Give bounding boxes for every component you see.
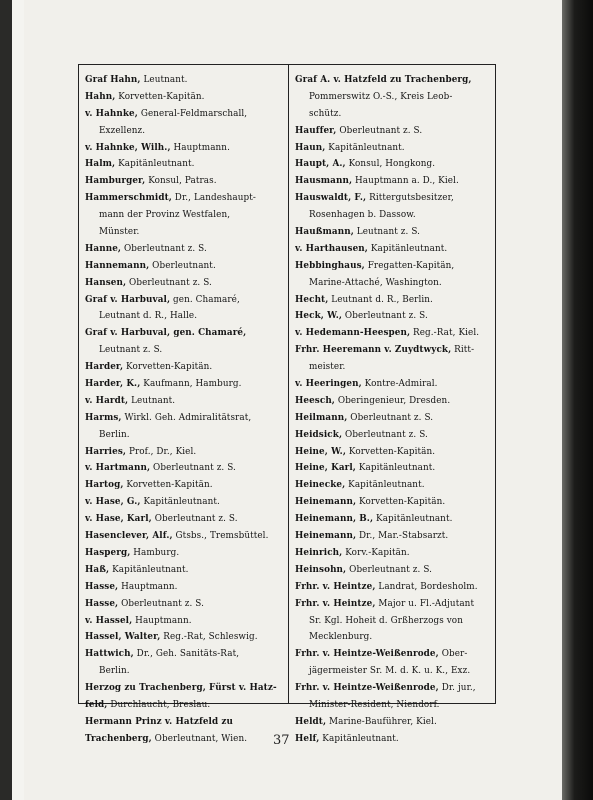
- entry-name: Hartog,: [85, 480, 124, 491]
- entry-detail: Oberleutnant z. S.: [151, 514, 238, 525]
- entry-detail: Korvetten-Kapitän.: [115, 91, 205, 102]
- entry-name: Harder,: [85, 362, 124, 373]
- entry-detail: Major u. Fl.-Adjutant: [375, 598, 475, 609]
- entry-detail: Kapitänleutnant.: [115, 159, 195, 170]
- entry-line: [85, 646, 281, 663]
- entry-detail: Mecklenburg.: [309, 632, 373, 643]
- entry-line: [85, 663, 281, 680]
- entry-detail: Korvetten-Kapitän.: [123, 362, 213, 373]
- entry-line: [295, 427, 491, 444]
- entry-name: Heinemann,: [295, 531, 357, 542]
- entry-line: [85, 545, 281, 562]
- entry-line: [295, 579, 491, 596]
- entry-line: [295, 444, 491, 461]
- entry-line: [85, 562, 281, 579]
- entry-detail: Dr. jur.,: [438, 683, 476, 694]
- entry-detail: Dr., Geh. Sanitäts-Rat,: [133, 649, 240, 660]
- entry-detail: Kapitänleutnant.: [325, 142, 405, 153]
- entry-name: Frhr. Heeremann v. Zuydtwyck,: [295, 345, 452, 356]
- entry-name: Graf v. Harbuval, gen. Chamaré,: [85, 328, 247, 339]
- entry-name: v. Hahnke, Wilh.,: [85, 142, 171, 153]
- entry-name: Graf A. v. Hatzfeld zu Trachenberg,: [295, 75, 472, 85]
- entry-line: [295, 224, 491, 241]
- entry-line: [85, 342, 281, 359]
- entry-detail: Korvetten-Kapitän.: [356, 497, 446, 508]
- entry-line: [85, 393, 281, 410]
- left-column: [85, 72, 281, 748]
- entry-detail: Ober-: [438, 649, 468, 660]
- entry-name: Hausmann,: [295, 176, 353, 187]
- entry-line: [295, 123, 491, 140]
- entry-line: [295, 190, 491, 207]
- entry-name: Hasse,: [85, 581, 119, 592]
- entry-detail: Gtsbs., Tremsbüttel.: [172, 531, 269, 542]
- entry-name: Hasperg,: [85, 547, 131, 558]
- entry-name: Herzog zu Trachenberg, Fürst v. Hatz-: [85, 683, 277, 694]
- entry-detail: Leutnant d. R., Halle.: [99, 311, 198, 322]
- entry-line: [85, 123, 281, 140]
- entry-line: [85, 427, 281, 444]
- entry-detail: Kapitänleutnant.: [355, 463, 436, 474]
- entry-name: Haß,: [85, 564, 110, 575]
- entry-detail: Fregatten-Kapitän,: [364, 260, 455, 271]
- entry-name: Trachenberg,: [85, 733, 152, 744]
- entry-line: [295, 207, 491, 224]
- entry-name: v. Hase, G.,: [85, 497, 141, 508]
- entry-detail: Marine-Bauführer, Kiel.: [326, 716, 437, 727]
- entry-line: [85, 511, 281, 528]
- entry-line: [295, 308, 491, 325]
- entry-name: v. Hardt,: [85, 395, 129, 406]
- entry-name: Haun,: [295, 142, 326, 153]
- entry-line: [295, 258, 491, 275]
- entry-detail: Minister-Resident, Niendorf.: [309, 699, 440, 710]
- entry-detail: Rosenhagen b. Dassow.: [309, 210, 416, 221]
- entry-detail: Oberingenieur, Dresden.: [334, 395, 451, 406]
- entry-detail: schütz.: [309, 108, 342, 119]
- entry-name: Hahn,: [85, 91, 116, 102]
- entry-line: [85, 477, 281, 494]
- entry-line: [85, 207, 281, 224]
- book-spine-shadow: [562, 0, 593, 800]
- entry-line: [295, 680, 491, 697]
- entry-line: [85, 89, 281, 106]
- page-edge: [12, 0, 24, 800]
- entry-name: Harries,: [85, 446, 127, 457]
- entry-name: Hasse,: [85, 598, 119, 609]
- entry-line: [85, 72, 281, 89]
- entry-detail: Oberleutnant z. S.: [126, 277, 212, 288]
- entry-detail: Landrat, Bordesholm.: [375, 581, 478, 592]
- entry-line: [85, 629, 281, 646]
- entry-detail: Oberleutnant z. S.: [347, 412, 434, 423]
- entry-line: [295, 410, 491, 427]
- entry-line: [85, 596, 281, 613]
- entry-line: [85, 292, 281, 309]
- entry-line: [85, 241, 281, 258]
- entry-detail: Korvetten-Kapitän.: [346, 446, 436, 457]
- entry-detail: Leutnant.: [128, 395, 176, 406]
- entry-name: Halm,: [85, 159, 116, 170]
- entry-detail: Kapitänleutnant.: [140, 497, 220, 508]
- entry-name: Helf,: [295, 733, 320, 744]
- entry-detail: Dr., Landeshaupt-: [171, 193, 256, 204]
- entry-line: [85, 156, 281, 173]
- entry-detail: Kapitänleutnant.: [109, 564, 189, 575]
- entry-name: Haupt, A.,: [295, 159, 346, 170]
- entry-line: [85, 680, 281, 697]
- column-divider: [288, 65, 289, 703]
- entry-name: v. Hassel,: [85, 615, 133, 626]
- entry-name: Hanne,: [85, 243, 122, 254]
- entry-line: [295, 140, 491, 157]
- entry-detail: Hauptmann.: [132, 615, 192, 626]
- entry-name: Hattwich,: [85, 649, 134, 660]
- entry-line: [85, 714, 281, 731]
- entry-name: Hamburger,: [85, 176, 146, 187]
- entry-detail: Oberleutnant z. S.: [150, 463, 236, 474]
- book-page: [12, 0, 565, 800]
- entry-detail: Kontre-Admiral.: [361, 379, 438, 390]
- entry-line: [295, 275, 491, 292]
- entry-line: [295, 697, 491, 714]
- entry-line: [85, 494, 281, 511]
- entry-line: [295, 241, 491, 258]
- entry-line: [295, 494, 491, 511]
- entry-name: v. Hase, Karl,: [85, 514, 152, 525]
- entry-name: Graf Hahn,: [85, 75, 141, 85]
- entry-detail: General-Feldmarschall,: [137, 108, 248, 119]
- entry-detail: Konsul, Patras.: [145, 176, 217, 187]
- entry-detail: Oberleutnant z. S.: [342, 311, 428, 322]
- entry-line: [85, 190, 281, 207]
- entry-name: feld,: [85, 699, 108, 710]
- entry-name: v. Hartmann,: [85, 463, 151, 474]
- entry-line: [295, 528, 491, 545]
- entry-name: Haußmann,: [295, 227, 354, 238]
- entry-line: [295, 342, 491, 359]
- entry-line: [295, 596, 491, 613]
- entry-line: [295, 511, 491, 528]
- entry-line: [295, 477, 491, 494]
- entry-line: [295, 629, 491, 646]
- entry-name: Hermann Prinz v. Hatzfeld zu: [85, 716, 233, 727]
- entry-line: [85, 325, 281, 342]
- entry-name: Heinrich,: [295, 547, 343, 558]
- entry-detail: Ritt-: [451, 345, 475, 356]
- entry-detail: Kapitänleutnant.: [319, 733, 399, 744]
- entry-name: Hauswaldt, F.,: [295, 193, 367, 204]
- entry-line: [295, 460, 491, 477]
- entry-name: Heinecke,: [295, 480, 346, 491]
- entry-line: [85, 579, 281, 596]
- entry-detail: jägermeister Sr. M. d. K. u. K., Exz.: [309, 666, 471, 677]
- entry-line: [295, 106, 491, 123]
- entry-name: Hasenclever, Alf.,: [85, 531, 173, 542]
- entry-name: Frhr. v. Heintze,: [295, 598, 376, 609]
- entry-name: Heldt,: [295, 716, 327, 727]
- entry-line: [85, 359, 281, 376]
- entry-line: [295, 714, 491, 731]
- entry-line: [85, 258, 281, 275]
- entry-line: [85, 410, 281, 427]
- entry-detail: Hamburg.: [130, 547, 180, 558]
- entry-line: [295, 663, 491, 680]
- entry-line: [295, 376, 491, 393]
- entry-line: [85, 613, 281, 630]
- entry-name: Frhr. v. Heintze-Weißenrode,: [295, 683, 439, 694]
- entry-name: Hammerschmidt,: [85, 193, 172, 204]
- entry-detail: Hauptmann a. D., Kiel.: [352, 176, 459, 187]
- entry-detail: Kaufmann, Hamburg.: [140, 379, 242, 390]
- entry-detail: Leutnant d. R., Berlin.: [328, 294, 433, 305]
- entry-line: [85, 308, 281, 325]
- entry-detail: Kapitänleutnant.: [373, 514, 453, 525]
- entry-detail: Wirkl. Geh. Admiralitätsrat,: [121, 412, 252, 423]
- entry-line: [295, 156, 491, 173]
- entry-name: Harder, K.,: [85, 379, 141, 390]
- entry-name: Frhr. v. Heintze,: [295, 581, 376, 592]
- entry-detail: meister.: [309, 362, 346, 373]
- entry-detail: Rittergutsbesitzer,: [366, 193, 454, 204]
- entry-name: Hecht,: [295, 294, 329, 305]
- entry-line: [85, 528, 281, 545]
- entry-detail: Leutnant z. S.: [353, 227, 421, 238]
- entry-detail: Sr. Kgl. Hoheit d. Grßherzogs von: [309, 615, 463, 626]
- entry-detail: Berlin.: [99, 429, 130, 440]
- entry-line: [85, 731, 281, 748]
- entry-detail: Exzellenz.: [99, 125, 146, 136]
- entry-name: Heinsohn,: [295, 564, 347, 575]
- entry-name: Frhr. v. Heintze-Weißenrode,: [295, 649, 439, 660]
- entry-detail: Kapitänleutnant.: [367, 243, 448, 254]
- entry-line: [295, 359, 491, 376]
- entry-detail: Korv.-Kapitän.: [342, 547, 410, 558]
- entry-line: [295, 731, 491, 748]
- entry-line: [85, 444, 281, 461]
- entry-name: Graf v. Harbuval,: [85, 294, 171, 305]
- entry-line: [85, 140, 281, 157]
- entry-name: v. Hedemann-Heespen,: [295, 328, 411, 339]
- entry-line: [295, 562, 491, 579]
- page-number: 37: [273, 733, 290, 748]
- entry-detail: Marine-Attaché, Washington.: [309, 277, 442, 288]
- entry-detail: Prof., Dr., Kiel.: [126, 446, 197, 457]
- entry-detail: mann der Provinz Westfalen,: [99, 210, 231, 221]
- entry-name: Heesch,: [295, 395, 335, 406]
- entry-detail: Leutnant z. S.: [99, 345, 163, 356]
- entry-line: [85, 173, 281, 190]
- entry-line: [295, 292, 491, 309]
- entry-detail: Dr., Mar.-Stabsarzt.: [356, 531, 449, 542]
- entry-detail: Konsul, Hongkong.: [345, 159, 436, 170]
- entry-line: [295, 646, 491, 663]
- entry-line: [295, 545, 491, 562]
- entry-detail: Hauptmann.: [118, 581, 178, 592]
- entry-detail: Münster.: [99, 227, 140, 238]
- entry-detail: Reg.-Rat, Kiel.: [410, 328, 480, 339]
- entry-line: [295, 173, 491, 190]
- entry-line: [295, 325, 491, 342]
- entry-detail: Oberleutnant z. S.: [118, 598, 205, 609]
- entry-name: Hebbinghaus,: [295, 260, 365, 271]
- entry-name: Hassel, Walter,: [85, 632, 161, 643]
- right-column: [295, 72, 491, 748]
- entry-line: [85, 460, 281, 477]
- entry-detail: gen. Chamaré,: [170, 294, 240, 305]
- entry-line: [85, 697, 281, 714]
- entry-name: Heidsick,: [295, 429, 343, 440]
- entry-line: [85, 224, 281, 241]
- entry-line: [295, 72, 491, 89]
- entry-detail: Oberleutnant z. S.: [121, 243, 207, 254]
- entry-detail: Oberleutnant z. S.: [336, 125, 423, 136]
- entry-line: [85, 275, 281, 292]
- entry-detail: Leutnant.: [140, 75, 188, 85]
- entry-name: Heck, W.,: [295, 311, 343, 322]
- entry-name: Heinemann, B.,: [295, 514, 374, 525]
- entry-name: Heine, W.,: [295, 446, 347, 457]
- entry-detail: Berlin.: [99, 666, 130, 677]
- entry-detail: Reg.-Rat, Schleswig.: [160, 632, 258, 643]
- entry-detail: Korvetten-Kapitän.: [123, 480, 213, 491]
- entry-name: Hannemann,: [85, 260, 150, 271]
- entry-detail: Oberleutnant z. S.: [346, 564, 433, 575]
- entry-name: Heine, Karl,: [295, 463, 356, 474]
- entry-detail: Oberleutnant, Wien.: [151, 733, 248, 744]
- entry-name: Harms,: [85, 412, 122, 423]
- entry-detail: Durchlaucht, Breslau.: [107, 699, 211, 710]
- entry-detail: Pommerswitz O.-S., Kreis Leob-: [309, 91, 453, 102]
- entry-line: [295, 89, 491, 106]
- entry-line: [295, 393, 491, 410]
- entry-name: Hauffer,: [295, 125, 337, 136]
- entry-detail: Hauptmann.: [170, 142, 230, 153]
- entry-line: [295, 613, 491, 630]
- entry-name: v. Harthausen,: [295, 243, 368, 254]
- entry-line: [85, 106, 281, 123]
- entry-name: Heinemann,: [295, 497, 357, 508]
- entry-detail: Oberleutnant z. S.: [342, 429, 428, 440]
- entry-name: v. Heeringen,: [295, 379, 362, 390]
- entry-detail: Oberleutnant.: [149, 260, 216, 271]
- entry-name: Heilmann,: [295, 412, 348, 423]
- entry-line: [85, 376, 281, 393]
- entry-detail: Kapitänleutnant.: [345, 480, 425, 491]
- entry-name: Hansen,: [85, 277, 127, 288]
- entry-name: v. Hahnke,: [85, 108, 138, 119]
